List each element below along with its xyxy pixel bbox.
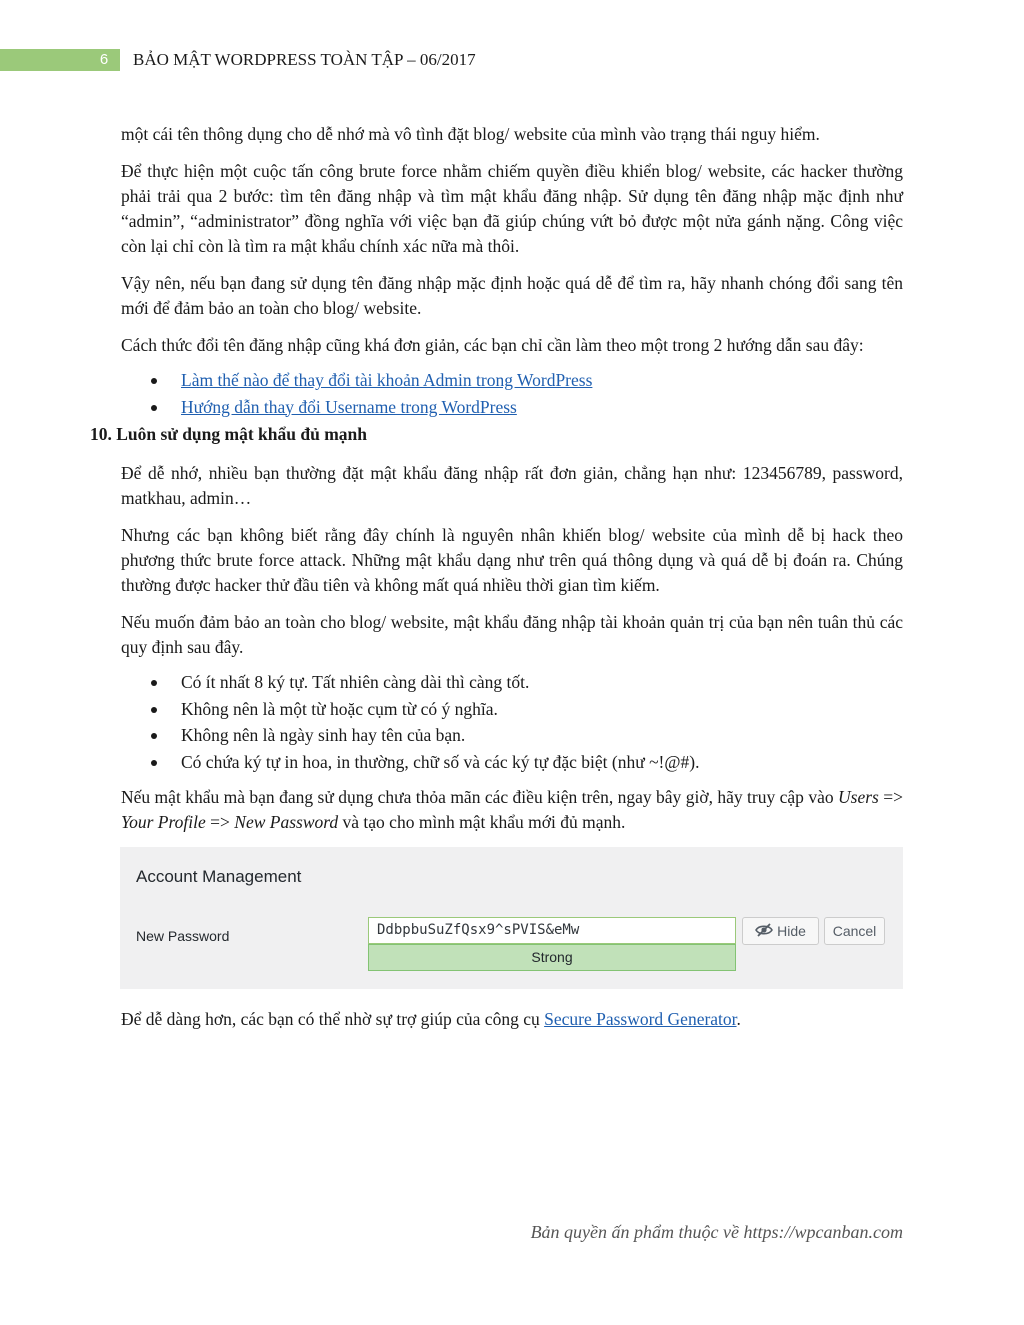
cancel-button[interactable]: Cancel — [824, 917, 885, 945]
list-item — [121, 367, 903, 394]
link-list — [121, 367, 903, 420]
account-management-screenshot — [120, 847, 903, 989]
page-content — [90, 122, 903, 1044]
paragraph: Nhưng các bạn không biết rằng đây chính là nguyên nhân khiến blog/ website của mình dễ bị hack theo phương thức brute force attack. Những mật khẩu dạng như trên quá thông dụng và quá dễ bị đoán ra. Chúng thường được hacker thử đầu tiên và không mất quá nhiều thời gian tìm kiếm. — [121, 525, 903, 595]
paragraph: Để thực hiện một cuộc tấn công brute force nhằm chiếm quyền điều khiển blog/ website, các hacker thường phải trải qua 2 bước: tìm tên đăng nhập và tìm mật khẩu đăng nhập. Sử dụng tên đăng nhập mặc định như “admin”, “administrator” đồng nghĩa với việc bạn đã giúp chúng vứt bỏ được một nửa gánh nặng. Công việc còn lại chỉ còn là tìm ra mật khẩu chính xác nữa mà thôi. — [121, 161, 903, 256]
menu-path-profile: Your Profile — [121, 812, 206, 832]
paragraph — [121, 1007, 903, 1032]
list-item: Có ít nhất 8 ký tự. Tất nhiên càng dài thì càng tốt. — [121, 669, 903, 696]
header-title: BẢO MẬT WORDPRESS TOÀN TẬP – 06/2017 — [133, 50, 476, 69]
hide-button-label: Hide — [777, 923, 806, 939]
list-item — [121, 394, 903, 421]
paragraph: một cái tên thông dụng cho dễ nhớ mà vô tình đặt blog/ website của mình vào trạng thái nguy hiểm. — [121, 124, 820, 144]
page-header — [0, 46, 1024, 72]
text: Để dễ dàng hơn, các bạn có thể nhờ sự trợ giúp của công cụ — [121, 1009, 545, 1029]
paragraph: Để dễ nhớ, nhiều bạn thường đặt mật khẩu đăng nhập rất đơn giản, chẳng hạn như: 123456789, password, matkhau, admin… — [121, 463, 903, 508]
text: và tạo cho mình mật khẩu mới đủ mạnh. — [338, 812, 626, 832]
rules-list — [121, 669, 903, 775]
link-change-username[interactable]: Hướng dẫn thay đổi Username trong WordPress — [181, 396, 517, 417]
paragraph: Cách thức đổi tên đăng nhập cũng khá đơn giản, các bạn chỉ cần làm theo một trong 2 hướng dẫn sau đây: — [121, 335, 864, 355]
list-item: Không nên là một từ hoặc cụm từ có ý nghĩa. — [121, 696, 903, 723]
paragraph: Nếu muốn đảm bảo an toàn cho blog/ website, mật khẩu đăng nhập tài khoản quản trị của bạn nên tuân thủ các quy định sau đây. — [121, 612, 903, 657]
link-secure-password-generator[interactable]: Secure Password Generator — [544, 1009, 737, 1029]
footer-copyright: Bản quyền ấn phẩm thuộc về https://wpcanban.com — [530, 1222, 903, 1242]
new-password-input[interactable]: DdbpbuSuZfQsx9^sPVIS&eMw — [368, 917, 736, 944]
password-strength-meter: Strong — [368, 944, 736, 971]
list-item: Không nên là ngày sinh hay tên của bạn. — [121, 722, 903, 749]
paragraph — [121, 785, 903, 835]
menu-path-users: Users — [838, 787, 879, 807]
menu-path-new-password: New Password — [234, 812, 339, 832]
account-management-title: Account Management — [136, 867, 302, 886]
paragraph: Vậy nên, nếu bạn đang sử dụng tên đăng nhập mặc định hoặc quá dễ để tìm ra, hãy nhanh chóng đổi sang tên mới để đảm bảo an toàn cho blog/ website. — [121, 273, 903, 318]
link-change-admin-account[interactable]: Làm thế nào để thay đổi tài khoản Admin trong WordPress — [181, 370, 593, 390]
arrow: => — [205, 812, 235, 832]
text: Nếu mật khẩu mà bạn đang sử dụng chưa thỏa mãn các điều kiện trên, ngay bây giờ, hãy truy cập vào — [121, 787, 838, 807]
eye-slash-icon — [755, 919, 773, 945]
list-item: Có chứa ký tự in hoa, in thường, chữ số và các ký tự đặc biệt (như ~!@#). — [121, 749, 903, 776]
arrow: => — [878, 787, 903, 807]
text: . — [736, 1009, 741, 1029]
section-heading: 10. Luôn sử dụng mật khẩu đủ mạnh — [90, 424, 368, 444]
page-number: 6 — [99, 51, 109, 68]
new-password-label: New Password — [136, 928, 230, 944]
hide-password-button[interactable] — [742, 917, 819, 945]
